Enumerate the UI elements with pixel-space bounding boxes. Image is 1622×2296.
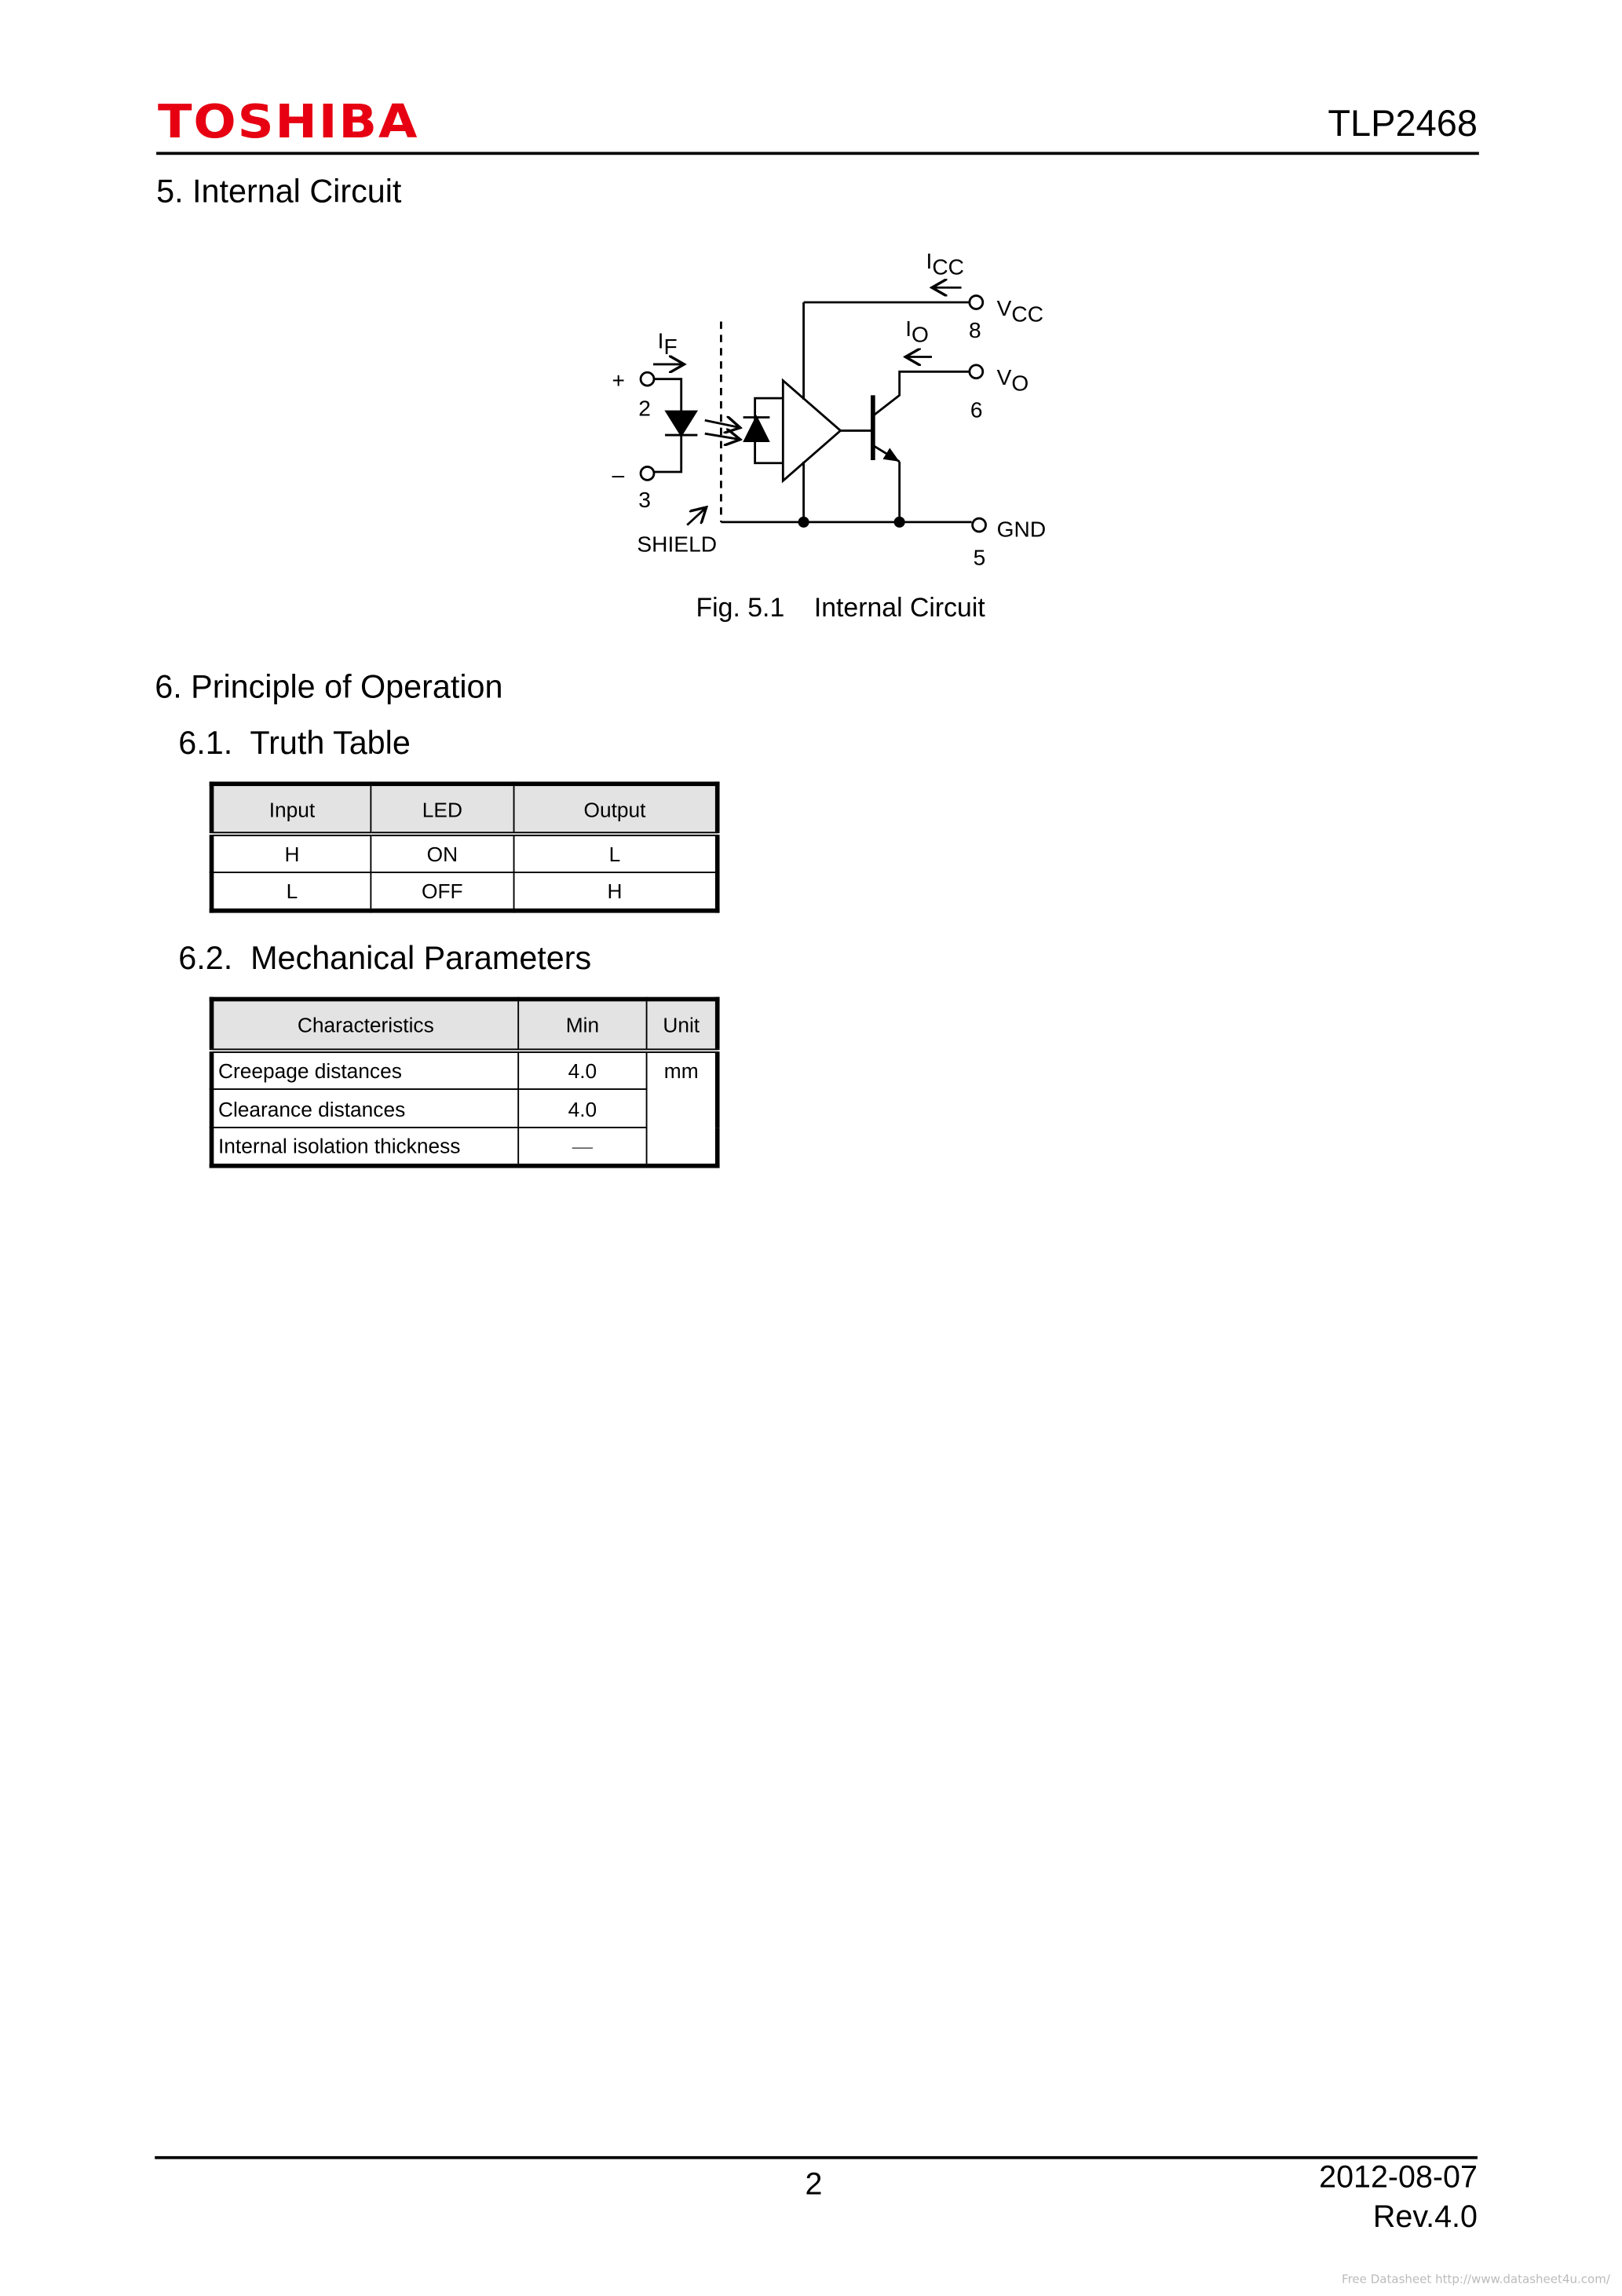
pin3-terminal [641, 466, 654, 480]
plus-label: + [612, 367, 625, 393]
pin2-label: 2 [638, 395, 651, 421]
cell: Internal isolation thickness [212, 1128, 519, 1166]
header-characteristics: Characteristics [212, 999, 519, 1051]
header-unit: Unit [647, 999, 718, 1051]
io-label: IO [905, 316, 929, 347]
pin8-label: 8 [968, 317, 981, 343]
photodiode-icon [744, 418, 768, 441]
table-row [212, 1089, 718, 1128]
table-row [212, 1128, 718, 1166]
header-output: Output [513, 784, 718, 834]
if-label: IF [657, 327, 678, 359]
cell: OFF [371, 872, 514, 911]
junction-dot [895, 517, 904, 526]
table-row [212, 872, 718, 911]
cell: H [212, 834, 371, 872]
mechanical-parameters-title: 6.2. Mechanical Parameters [178, 939, 592, 977]
watermark[interactable]: Free Datasheet http://www.datasheet4u.com/ [1342, 2272, 1610, 2287]
toshiba-logo: TOSHIBA [157, 95, 419, 150]
collector-wire [873, 371, 969, 415]
section-6-title: 6. Principle of Operation [155, 667, 503, 705]
unit-cell: mm [647, 1051, 718, 1165]
cell: — [518, 1128, 646, 1166]
footer-rule [155, 2156, 1478, 2159]
table-row [212, 1051, 718, 1089]
shield-pointer-icon [687, 507, 706, 525]
shield-label: SHIELD [637, 531, 718, 557]
section-5-title: 5. Internal Circuit [156, 172, 402, 210]
vcc-label: VCC [996, 294, 1044, 327]
vo-label: VO [996, 364, 1029, 396]
header-min: Min [518, 999, 646, 1051]
pin8-terminal [970, 296, 983, 309]
cell: 4.0 [518, 1089, 646, 1128]
light-arrow-icon [705, 433, 740, 440]
cell: ON [371, 834, 514, 872]
junction-dot [799, 517, 808, 526]
figure-caption: Fig. 5.1 Internal Circuit [696, 593, 985, 623]
truth-table-title: 6.1. Truth Table [178, 724, 411, 762]
page-number: 2 [805, 2167, 823, 2203]
cell: L [513, 834, 718, 872]
minus-label: – [612, 462, 625, 488]
footer-revision: Rev.4.0 [1372, 2200, 1478, 2235]
cell: H [513, 872, 718, 911]
pin6-label: 6 [970, 397, 983, 422]
amplifier-icon [783, 381, 840, 481]
footer-date: 2012-08-07 [1319, 2160, 1478, 2195]
cell: Clearance distances [212, 1089, 519, 1128]
cell: L [212, 872, 371, 911]
pin5-label: 5 [973, 544, 986, 570]
pin2-terminal [641, 372, 654, 386]
led-icon [667, 411, 696, 435]
table-row [212, 834, 718, 872]
cell: 4.0 [518, 1051, 646, 1089]
cell: Creepage distances [212, 1051, 519, 1089]
part-number: TLP2468 [1328, 103, 1478, 145]
pin6-terminal [970, 365, 983, 378]
header-led: LED [371, 784, 514, 834]
icc-label: ICC [926, 247, 964, 280]
mechanical-parameters-table [210, 997, 720, 1168]
header-input: Input [212, 784, 371, 834]
emitter-arrow-icon [873, 445, 900, 462]
truth-table [210, 781, 720, 912]
internal-circuit-diagram [0, 0, 1622, 620]
gnd-label: GND [996, 516, 1047, 542]
light-arrow-icon [705, 420, 740, 427]
pin5-terminal [973, 518, 986, 532]
pin3-label: 3 [638, 487, 651, 513]
